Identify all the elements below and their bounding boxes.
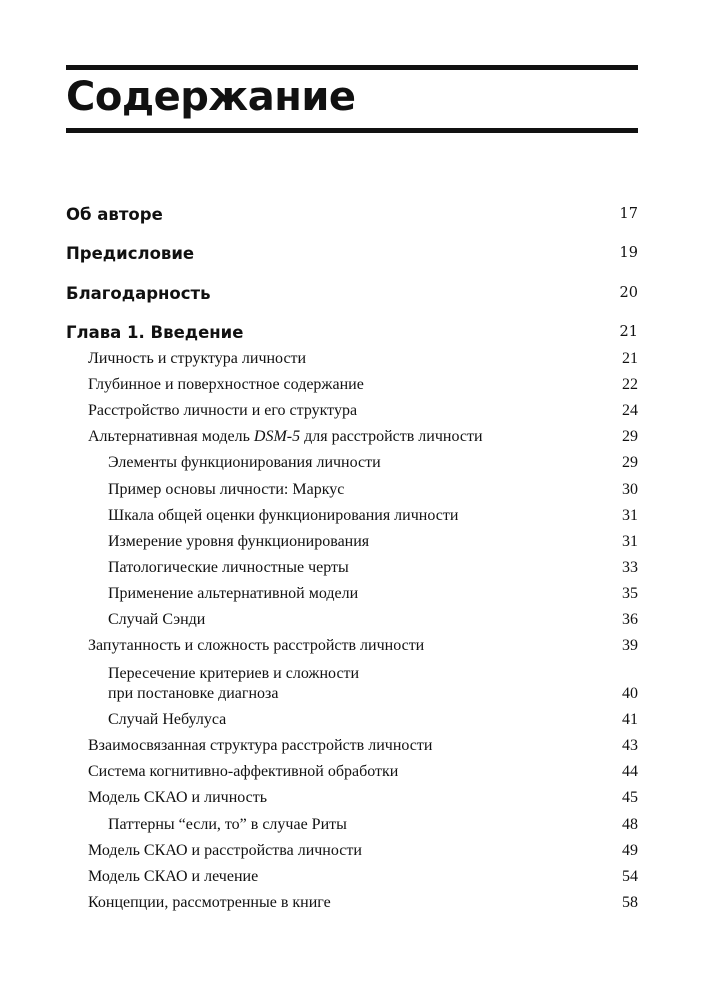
toc-entry-title: Пересечение критериев и сложности при постановке диагноза [108,665,360,702]
toc-entry-title: Паттерны “если, то” в случае Риты [108,816,347,833]
toc-entry-page: 40 [622,685,638,702]
toc-entry-title: Благодарность [66,284,211,303]
toc-entry-page: 22 [622,376,638,393]
toc-entry-page: 31 [622,533,638,550]
toc-entry-title: Элементы функционирования личности [108,454,381,471]
toc-entry-title: Измерение уровня функционирования [108,533,370,550]
toc-entry-page: 21 [619,324,638,340]
toc-entry-title: Предисловие [66,244,195,263]
toc-entry-page: 24 [622,402,638,419]
toc-entry-page: 36 [622,611,638,628]
toc-entry-title: Случай Небулуса [108,711,227,728]
toc-entry-title: Модель СКАО и расстройства личности [88,842,362,859]
toc-entry-page: 29 [622,428,638,445]
toc-entry-title: Взаимосвязанная структура расстройств личности [88,737,433,754]
toc-entry-title: Пример основы личности: Маркус [108,481,345,498]
toc-entry-title: Система когнитивно-аффективной обработки [88,763,399,780]
toc-entry-page: 49 [622,842,638,859]
toc-entry-page: 45 [622,789,638,806]
toc-entry-page: 20 [619,285,638,301]
toc-entry-page: 39 [622,637,638,654]
toc-entry-page: 17 [619,206,638,222]
toc-entry-page: 30 [622,481,638,498]
toc-entry-page: 44 [622,763,638,780]
dsm-5-emphasis: DSM-5 [253,428,301,445]
toc-entry-title: Применение альтернативной модели [108,585,359,602]
toc-entry-title: Альтернативная модель DSM-5 для расстройств личности [88,428,483,445]
toc-entry-title: Глубинное и поверхностное содержание [88,376,364,393]
toc-entry-page: 48 [622,816,638,833]
toc-entry-page: 29 [622,454,638,471]
toc-entry-page: 33 [622,559,638,576]
toc-entry-title: Шкала общей оценки функционирования личности [108,507,459,524]
toc-entry-title: Расстройство личности и его структура [88,402,358,419]
toc-entry-page: 35 [622,585,638,602]
toc-entry-title: Случай Сэнди [108,611,206,628]
toc-entry-title: Модель СКАО и личность [88,789,268,806]
toc-entry-page: 21 [622,350,638,367]
toc-entry-page: 54 [622,868,638,885]
toc-entry-page: 31 [622,507,638,524]
toc-entry-page: 41 [622,711,638,728]
toc-entry-title: Об авторе [66,205,163,224]
toc-entry-title: Модель СКАО и лечение [88,868,259,885]
toc-entry-page: 58 [622,894,638,911]
page-title: Содержание [66,74,356,120]
toc-entry-title: Запутанность и сложность расстройств личности [88,637,425,654]
toc-entry-page: 43 [622,737,638,754]
toc-entry-title: Глава 1. Введение [66,323,244,342]
toc-entry-title: Концепции, рассмотренные в книге [88,894,331,911]
toc-entry-title: Личность и структура личности [88,350,307,367]
toc-entry-title: Патологические личностные черты [108,559,349,576]
toc-entry-page: 19 [619,245,638,261]
